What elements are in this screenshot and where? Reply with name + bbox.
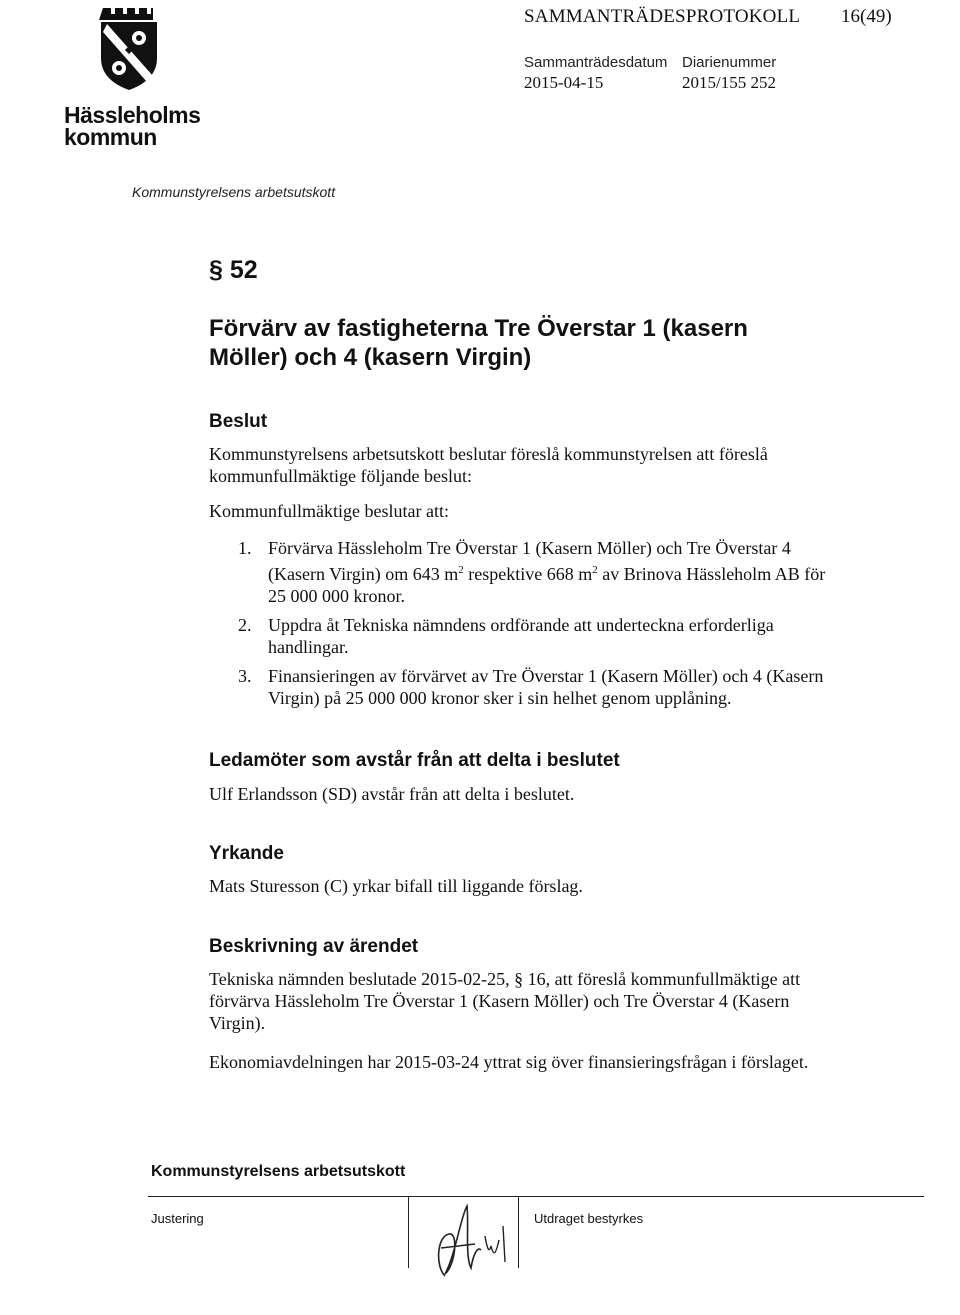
footer-divider-vertical (408, 1196, 409, 1268)
diary-number-value: 2015/155 252 (682, 73, 776, 92)
signature-icon (415, 1196, 515, 1286)
decision-item (238, 665, 828, 709)
description-paragraph-1: Tekniska nämnden beslutade 2015-02-25, § 16, att föreslå kommunfullmäktige att förvärva Hässleholm Tre Överstar 1 (Kasern Möller) och Tre Överstar 4 (Kasern Virgin). (209, 969, 801, 1033)
decision-item-number: 2. (238, 615, 252, 635)
decision-item (238, 614, 828, 658)
decision-intro: Kommunstyrelsens arbetsutskott beslutar föreslå kommunstyrelsen att föreslå kommunfullmäktige följande beslut: (209, 444, 768, 486)
decision-item-text-b: respektive 668 m (463, 564, 593, 584)
description-heading: Beskrivning av ärendet (209, 936, 419, 957)
document-type: SAMMANTRÄDESPROTOKOLL (524, 6, 801, 27)
decision-item-text: Uppdra åt Tekniska nämndens ordförande att underteckna erforderliga handlingar. (268, 615, 774, 657)
superscript: 2 (592, 564, 598, 576)
logo-text-line1: Hässleholms (64, 102, 201, 128)
decision-item-text: Förvärva Hässleholm Tre Överstar 1 (Kasern Möller) och Tre Överstar 4 (Kasern Virgin) om 643 m (268, 538, 791, 584)
footer-committee: Kommunstyrelsens arbetsutskott (151, 1163, 406, 1180)
footer-divider (148, 1196, 924, 1197)
abstain-heading: Ledamöter som avstår från att delta i beslutet (209, 750, 620, 771)
decision-heading: Beslut (209, 411, 268, 432)
decision-item (238, 537, 828, 607)
abstain-text: Ulf Erlandsson (SD) avstår från att delta i beslutet. (209, 784, 575, 804)
diary-number-label: Diarienummer (682, 54, 777, 71)
decision-item-text-c: av Brinova Hässleholm AB för 25 000 000 kronor. (268, 564, 826, 606)
meeting-date-label: Sammanträdesdatum (524, 54, 668, 71)
motion-heading: Yrkande (209, 843, 284, 864)
municipality-logo (62, 6, 202, 150)
logo-text-line2: kommun (64, 124, 157, 150)
coat-of-arms-icon (99, 6, 159, 94)
description-paragraph-2: Ekonomiavdelningen har 2015-03-24 yttrat sig över finansieringsfrågan i förslaget. (209, 1052, 809, 1072)
utdraget-label: Utdraget bestyrkes (534, 1211, 644, 1226)
motion-text: Mats Sturesson (C) yrkar bifall till liggande förslag. (209, 876, 583, 896)
paragraph-number: § 52 (209, 256, 258, 284)
page-title: Förvärv av fastigheterna Tre Överstar 1 (kasern Möller) och 4 (kasern Virgin) (209, 315, 748, 371)
footer-divider-vertical (518, 1196, 519, 1268)
decision-item-text: Finansieringen av förvärvet av Tre Överstar 1 (Kasern Möller) och 4 (Kasern Virgin) på 25 000 000 kronor sker i sin helhet genom upplåning. (268, 666, 824, 708)
decision-item-number: 3. (238, 666, 252, 686)
decision-list (238, 537, 828, 716)
page-number: 16(49) (841, 6, 892, 27)
meeting-date-value: 2015-04-15 (524, 73, 604, 92)
committee-name: Kommunstyrelsens arbetsutskott (132, 184, 336, 200)
superscript: 2 (458, 564, 464, 576)
decision-sub-intro: Kommunfullmäktige beslutar att: (209, 501, 449, 521)
decision-item-number: 1. (238, 538, 252, 558)
justering-label: Justering (151, 1211, 204, 1226)
